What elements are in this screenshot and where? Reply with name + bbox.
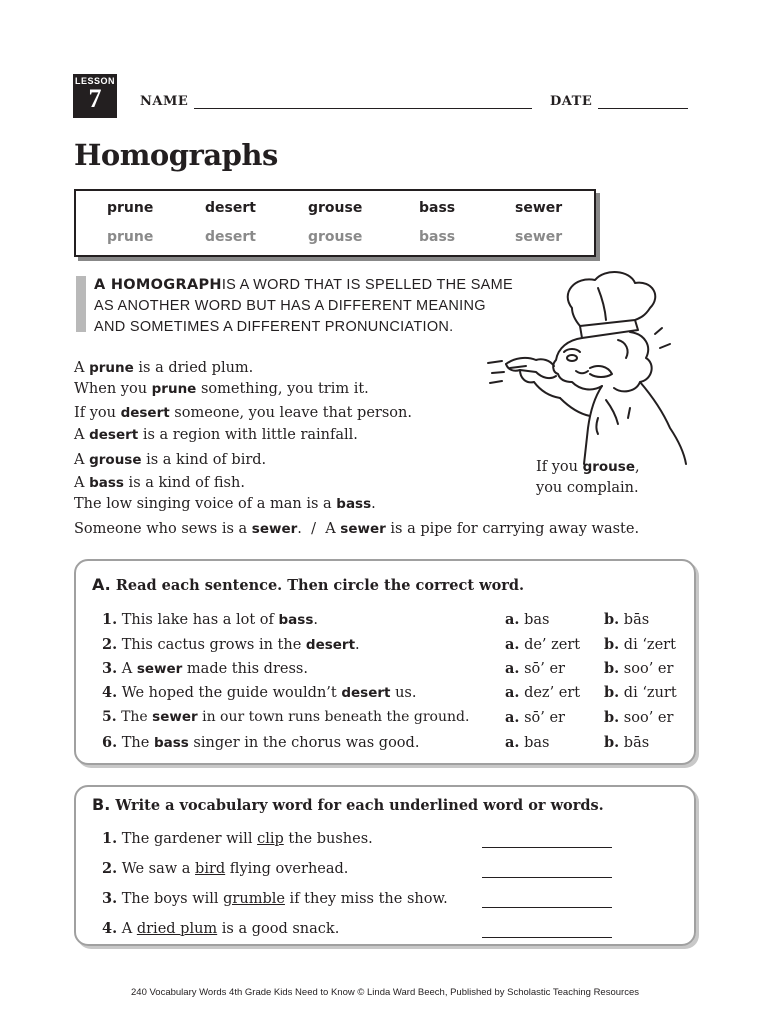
underlined-word: dried plum [136,921,218,937]
section-letter: A. [92,575,111,594]
choice-text: di ‘zert [623,637,676,653]
question-keyword: bass [278,612,314,628]
footer-credit: 240 Vocabulary Words 4th Grade Kids Need to Know © Linda Ward Beech, Published by Scholastic Teaching Resources [131,987,639,998]
sentence-text: If you [74,405,121,421]
question-row [102,860,348,877]
question-text: The boys will [121,891,224,907]
question-row [102,830,373,847]
choice-text: soo’ er [623,661,674,677]
sentence-text: A [74,360,90,376]
word-box-word: bass [419,200,456,216]
question-text: The [121,709,153,725]
sentence [74,452,266,468]
choice-label: a. [505,636,520,653]
chef-illustration [480,268,690,468]
word-box-word-copy: bass [419,229,456,245]
question-row [102,920,339,937]
question-text: made this dress. [182,661,308,677]
sentence-keyword: prune [151,381,197,397]
choice-text: dez’ ert [524,685,581,701]
section-instruction: Write a vocabulary word for each underlined word or words. [115,797,604,814]
sentence-text: is a kind of bird. [141,452,267,468]
question-row [102,636,360,653]
sentence-text: is a dried plum. [133,360,254,376]
page-title: Homographs [74,138,278,172]
sentence-text: is a region with little rainfall. [138,427,358,443]
question-text: We hoped the guide wouldn’t [121,685,342,701]
question-text: This cactus grows in the [121,637,306,653]
answer-blank[interactable] [482,865,612,878]
choice-label: b. [604,684,620,701]
caption-text: If you [536,459,583,475]
choice-label: a. [505,709,520,726]
sentence-keyword: sewer [251,521,298,537]
choice-text: sō’ er [524,661,565,677]
question-number: 6. [102,734,118,751]
illustration-caption-line-2: you complain. [536,480,639,496]
sentence [74,521,639,537]
choice-b[interactable] [604,636,676,653]
choice-a[interactable] [505,636,580,653]
choice-a[interactable] [505,611,549,628]
choice-text: soo’ er [623,710,674,726]
definition-bar [76,276,86,332]
section-a-title [92,575,524,594]
question-row [102,660,308,677]
lesson-number: 7 [88,84,102,113]
question-number: 2. [102,860,118,877]
question-row [102,611,318,628]
question-text: in our town runs beneath the ground. [197,709,470,725]
sentence-keyword: grouse [89,452,142,468]
sentence-text: A [74,452,90,468]
word-box-word-copy: desert [205,229,256,245]
question-text: A [121,661,137,677]
question-text: We saw a [121,861,196,877]
choice-label: b. [604,611,620,628]
sentence [74,381,369,397]
caption-keyword: grouse [582,459,635,475]
lesson-label: LESSON [74,76,115,86]
sentence-text: is a pipe for carrying away waste. [385,521,640,537]
question-text: the bushes. [283,831,373,847]
question-text: flying overhead. [225,861,349,877]
choice-text: bas [524,735,550,751]
question-number: 3. [102,890,118,907]
answer-blank[interactable] [482,895,612,908]
sentence-text: The low singing voice of a man is a [74,496,337,512]
choice-a[interactable] [505,709,565,726]
choice-b[interactable] [604,611,649,628]
sentence-text: A [74,427,90,443]
sentence-text: Someone who sews is a [74,521,252,537]
underlined-word: bird [195,861,226,877]
section-letter: B. [92,795,111,814]
answer-blank[interactable] [482,835,612,848]
sentence-text: something, you trim it. [196,381,369,397]
sentence [74,360,253,376]
section-b-title [92,795,604,814]
sentence-keyword: bass [336,496,372,512]
question-row [102,684,416,701]
definition-line-2: AS ANOTHER WORD BUT HAS A DIFFERENT MEANING [94,298,486,314]
question-number: 1. [102,611,118,628]
choice-label: b. [604,709,620,726]
underlined-word: grumble [223,891,285,907]
sentence-text: is a kind of fish. [123,475,245,491]
word-box-word: prune [107,200,154,216]
lesson-badge [73,74,117,118]
question-keyword: bass [153,735,189,751]
date-field[interactable] [598,94,688,109]
question-number: 5. [102,709,117,725]
question-keyword: sewer [136,661,183,677]
sentence [74,475,245,491]
question-text: singer in the chorus was good. [188,735,420,751]
choice-label: a. [505,734,520,751]
question-text: is a good snack. [217,921,340,937]
question-number: 2. [102,636,118,653]
question-text: if they miss the show. [284,891,448,907]
sentence-text: When you [74,381,152,397]
question-keyword: desert [305,637,356,653]
choice-text: bās [623,735,650,751]
choice-text: de’ zert [524,637,581,653]
sentence [74,405,412,421]
definition-line-1 [94,277,513,293]
caption-text: , [634,459,640,475]
choice-label: b. [604,660,620,677]
choice-label: a. [505,684,520,701]
question-number: 4. [102,920,118,937]
word-box-word-copy: sewer [515,229,563,245]
illustration-caption [536,459,640,475]
question-row [102,709,469,725]
word-box-word: sewer [515,200,563,216]
sentence-text: someone, you leave that person. [169,405,412,421]
choice-b[interactable] [604,684,677,701]
sentence [74,427,358,443]
section-instruction: Read each sentence. Then circle the correct word. [115,577,525,594]
question-keyword: sewer [152,709,198,725]
sentence-keyword: prune [89,360,134,376]
sentence-text: . [371,496,376,512]
date-label: DATE [550,94,593,109]
name-field[interactable] [194,94,532,109]
word-box-word-copy: prune [107,229,154,245]
choice-b[interactable] [604,709,673,726]
question-row [102,734,419,751]
sentence-keyword: sewer [340,521,386,537]
question-text: . [313,612,318,628]
question-number: 1. [102,830,118,847]
answer-blank[interactable] [482,925,612,938]
word-box-word: grouse [308,200,363,216]
name-label: NAME [140,94,189,109]
choice-b[interactable] [604,734,649,751]
choice-label: a. [505,611,520,628]
sentence-text: . / A [297,521,341,537]
question-text: The [121,735,154,751]
choice-a[interactable] [505,734,549,751]
question-text: The gardener will [121,831,258,847]
choice-label: b. [604,734,620,751]
sentence-keyword: bass [89,475,124,491]
sentence-text: A [74,475,90,491]
choice-label: b. [604,636,620,653]
choice-text: sō’ er [524,710,565,726]
question-text: . [355,637,360,653]
word-box-word: desert [205,200,256,216]
question-text: A [121,921,137,937]
question-row [102,890,448,907]
question-number: 4. [102,684,118,701]
definition-line-3: AND SOMETIMES A DIFFERENT PRONUNCIATION. [94,319,454,335]
sentence-keyword: desert [89,427,139,443]
question-keyword: desert [341,685,391,701]
choice-a[interactable] [505,684,580,701]
choice-text: di ‘zurt [623,685,677,701]
sentence [74,496,376,512]
sentence-keyword: desert [120,405,170,421]
definition-text: IS A WORD THAT IS SPELLED THE SAME [221,277,513,293]
choice-text: bās [623,612,650,628]
question-number: 3. [102,660,118,677]
question-text: us. [390,685,417,701]
choice-text: bas [524,612,550,628]
definition-term: A HOMOGRAPH [94,277,222,293]
question-text: This lake has a lot of [121,612,279,628]
word-box-word-copy: grouse [308,229,363,245]
underlined-word: clip [257,831,284,847]
choice-label: a. [505,660,520,677]
choice-b[interactable] [604,660,673,677]
choice-a[interactable] [505,660,565,677]
